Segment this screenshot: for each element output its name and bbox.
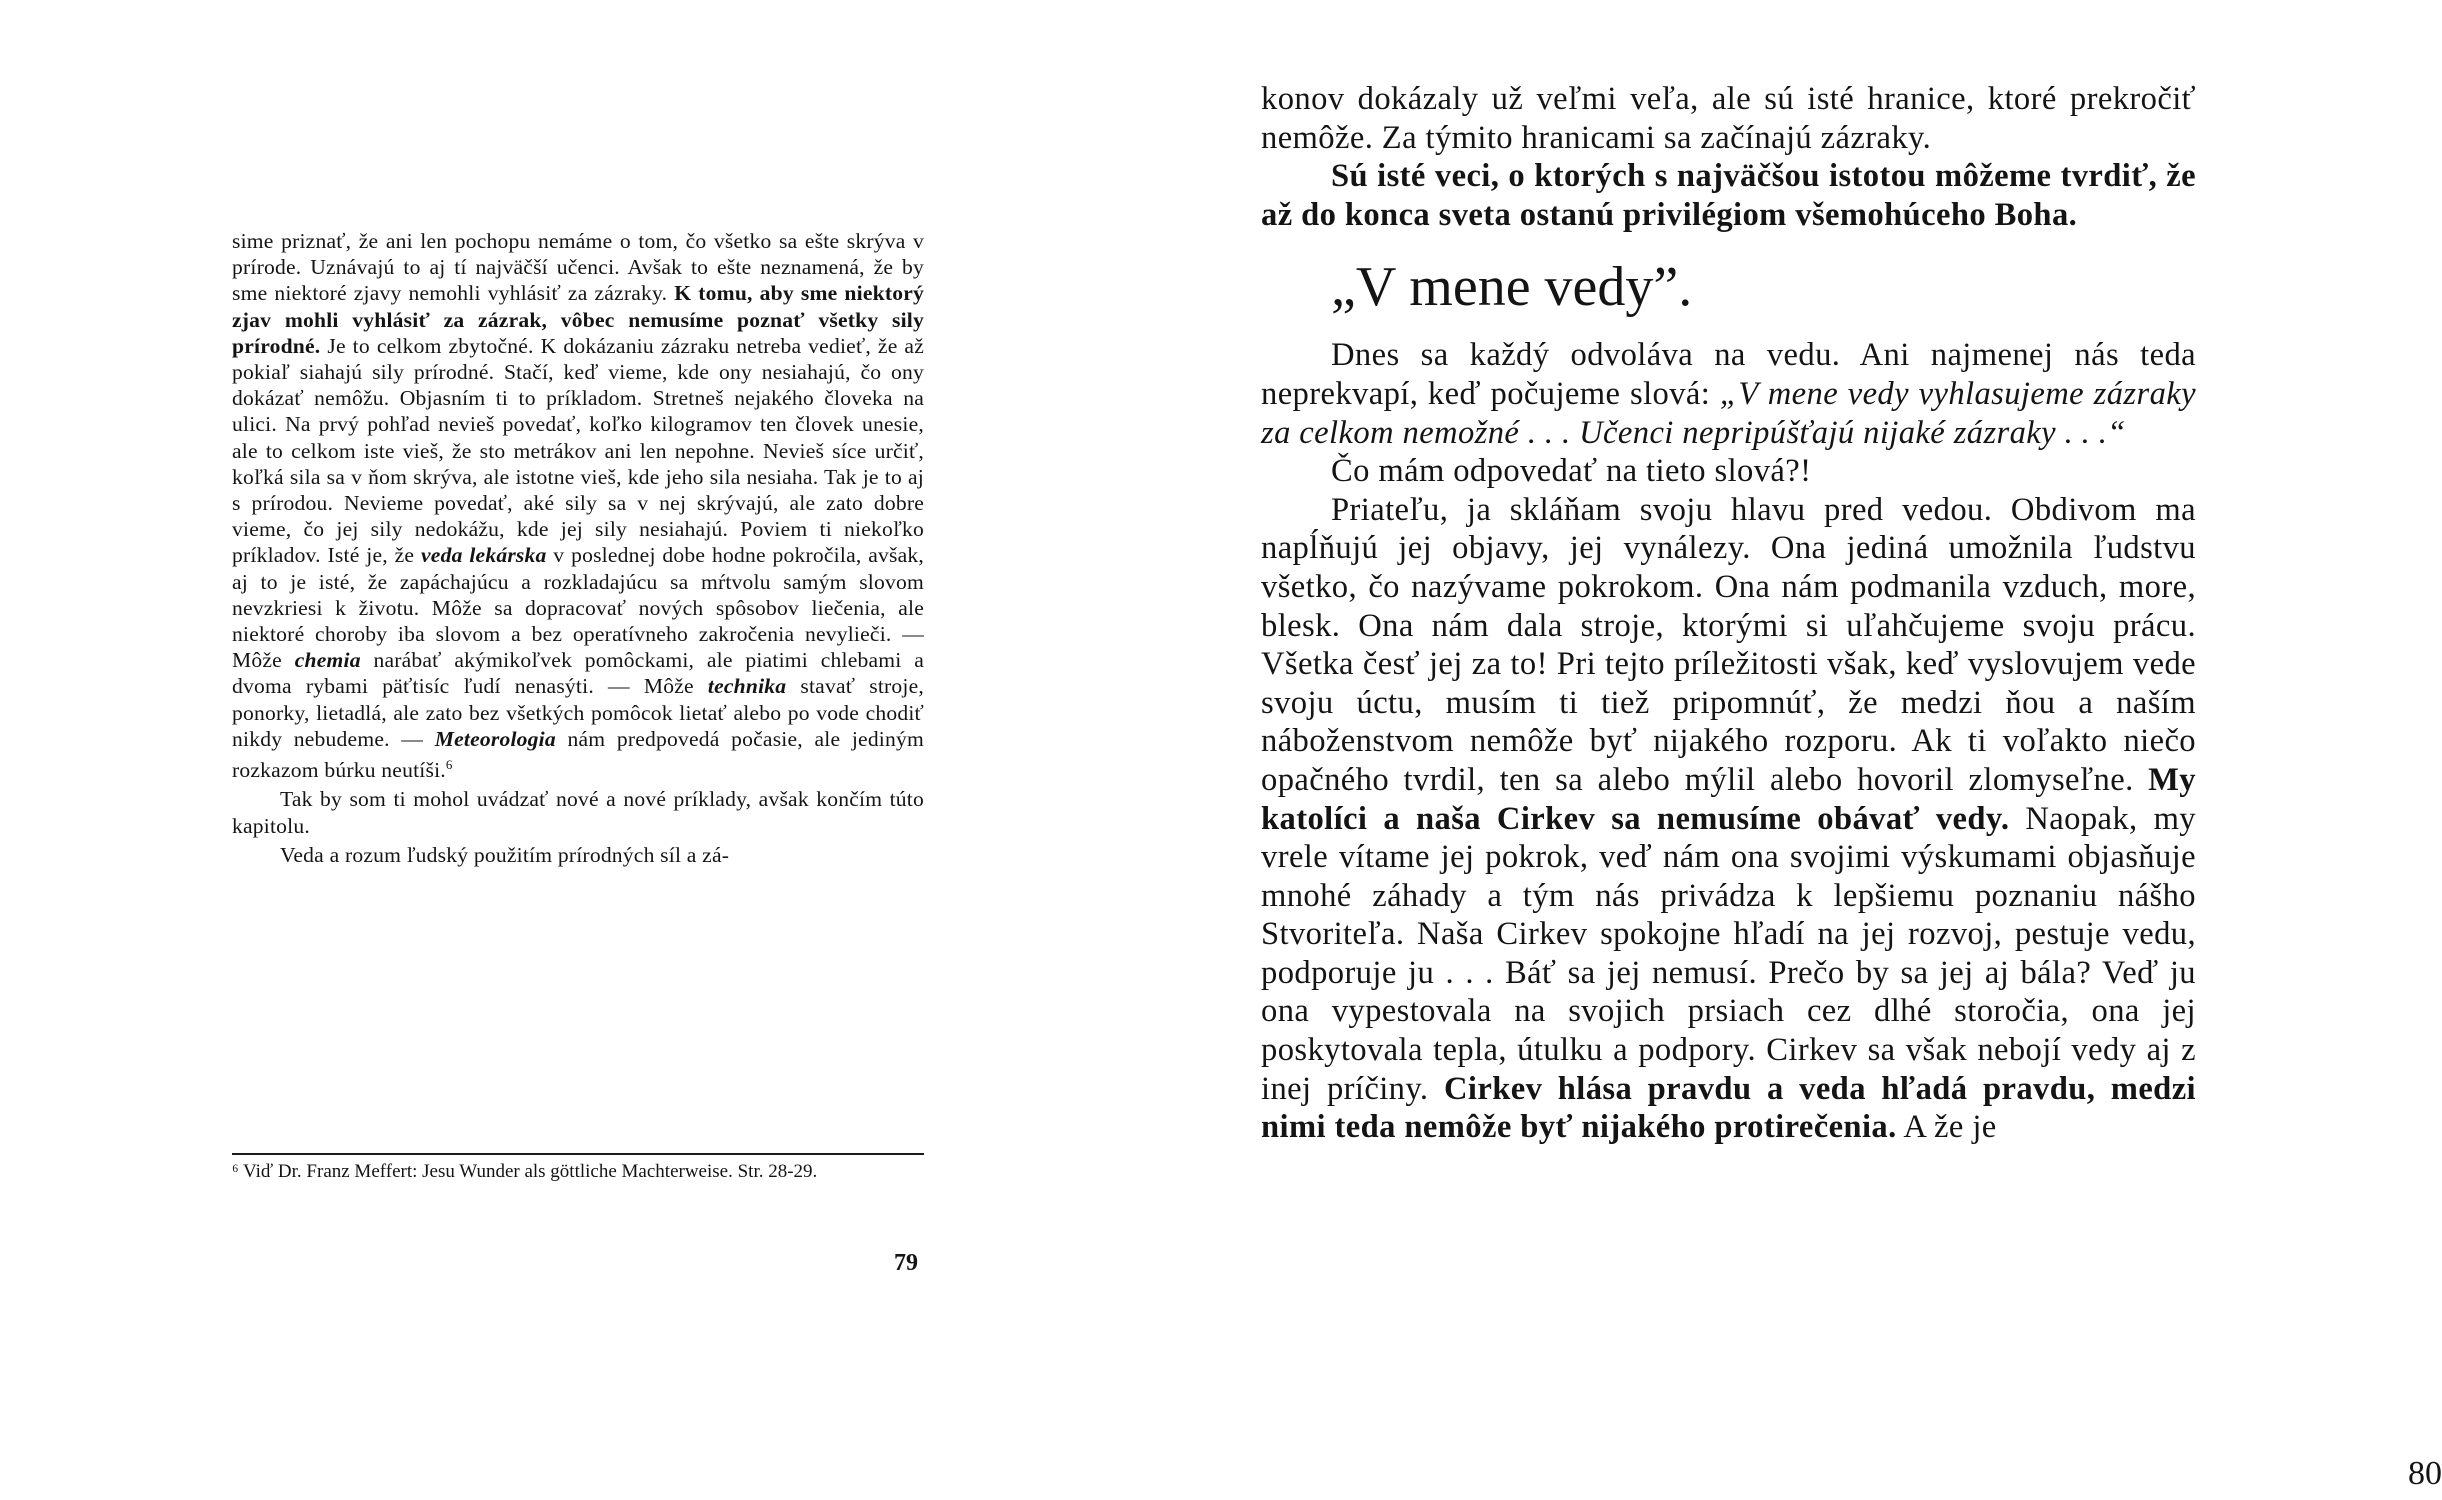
- page-number: 79: [894, 1250, 918, 1276]
- left-page: [0, 0, 1146, 1500]
- paragraph: Priateľu, ja skláňam svoju hlavu pred vedou. Obdivom ma napĺňujú jej objavy, jej vynálezy. Ona jediná umožnila ľudstvu všetko, čo nazývame pokrokom. Ona nám podmanila vzduch, more, blesk. Ona nám dala stroje, ktorými si uľahčujeme svoju prácu. Všetka česť jej za to! Pri tejto príležitosti však, keď vyslovujem vede svoju úctu, musím ti tiež pripomnúť, že medzi ňou a naším náboženstvom nemôže byť nijakého rozporu. Ak ti voľakto niečo opačného tvrdil, ten sa alebo mýlil alebo hovoril zlomyseľne. My katolíci a naša Cirkev sa nemusíme obávať vedy. Naopak, my vrele vítame jej pokrok, veď nám ona svojimi výskumami objasňuje mnohé záhady a tým nás privádza k lepšiemu poznaniu nášho Stvoriteľa. Naša Cirkev spokojne hľadí na jej rozvoj, pestuje vedu, podporuje ju . . . Báť sa jej nemusí. Prečo by sa jej aj bála? Veď ju ona vypestovala na svojich prsiach cez dlhé storočia, ona jej poskytovala tepla, útulku a podpory. Cirkev sa však nebojí vedy aj z inej príčiny. Cirkev hlása pravdu a veda hľadá pravdu, medzi nimi teda nemôže byť nijakého protirečenia. A že je: [1261, 491, 2197, 1146]
- paragraph: konov dokázaly už veľmi veľa, ale sú isté hranice, ktoré prekročiť nemôže. Za týmito hranicami sa začínajú zázraky.: [1261, 81, 2196, 156]
- footnote-divider: [232, 1153, 924, 1155]
- section-heading: „V mene vedy”.: [1331, 256, 1693, 319]
- footnote: ⁶ Viď Dr. Franz Meffert: Jesu Wunder als göttliche Machterweise. Str. 28-29.: [232, 1161, 818, 1182]
- paragraph: Tak by som ti mohol uvádzať nové a nové príklady, avšak končím túto kapitolu.: [232, 787, 924, 838]
- paragraph: sime priznať, že ani len pochopu nemáme o tom, čo všetko sa ešte skrýva v prírode. Uznávajú to aj tí najväčší učenci. Avšak to ešte neznamená, že by sme niektoré zjavy nemohli vyhlásiť za zázraky. K tomu, aby sme niektorý zjav mohli vyhlásiť za zázrak, vôbec nemusíme poznať všetky sily prírodné. Je to celkom zbytočné. K dokázaniu zázraku netreba vedieť, že až pokiaľ siahajú sily prírodné. Stačí, keď vieme, kde ony nesiahajú, čo ony dokázať nemôžu. Objasním ti to príkladom. Stretneš nejakého človeka na ulici. Na prvý pohľad nevieš povedať, koľko kilogramov ten človek unesie, ale to celkom iste vieš, že sto metrákov ani len nepohne. Nevieš síce určiť, koľká sila sa v ňom skrýva, ale istotne vieš, kde jeho sila nesiaha. Tak je to aj s prírodou. Nevieme povedať, aké sily sa v nej skrývajú, ale zato dobre vieme, čo jej sily nedokážu, kde jej sily nesiahajú. Poviem ti niekoľko príkladov. Isté je, že veda lekárska v poslednej dobe hodne pokročila, avšak, aj to je isté, že zapáchajúcu a rozkladajúcu sa mŕtvolu samým slovom nevzkriesi k životu. Môže sa dopracovať nových spôsobov liečenia, ale niektoré choroby iba slovom a bez operatívneho zakročenia nevylieči. — Môže chemia narábať akýmikoľvek pomôckami, ale piatimi chlebami a dvoma rybami päťtisíc ľudí nenasýti. — Môže technika stavať stroje, ponorky, lietadlá, ale zato bez všetkých pomôcok lietať alebo po vode chodiť nikdy nebudeme. — Meteorologia nám predpovedá počasie, ale jediným rozkazom búrku neutíši.$^6$: [232, 229, 925, 783]
- right-page-text: [1261, 80, 2196, 1147]
- left-page-text: [232, 228, 924, 868]
- right-page: [1146, 0, 2442, 1500]
- paragraph: Sú isté veci, o ktorých s najväčšou istotou môžeme tvrdiť, že až do konca sveta ostanú privilégiom všemohúceho Boha.: [1261, 158, 2196, 233]
- paragraph: Čo mám odpovedať na tieto slová?!: [1331, 453, 1812, 490]
- paragraph: Dnes sa každý odvoláva na vedu. Ani najmenej nás teda neprekvapí, keď počujeme slová: „V mene vedy vyhlasujeme zázraky za celkom nemožné . . . Učenci nepripúšťajú nijaké zázraky . . .“: [1261, 337, 2196, 451]
- paragraph: Veda a rozum ľudský použitím prírodných síl a zá-: [280, 842, 730, 867]
- page-number: 80: [2408, 1455, 2442, 1492]
